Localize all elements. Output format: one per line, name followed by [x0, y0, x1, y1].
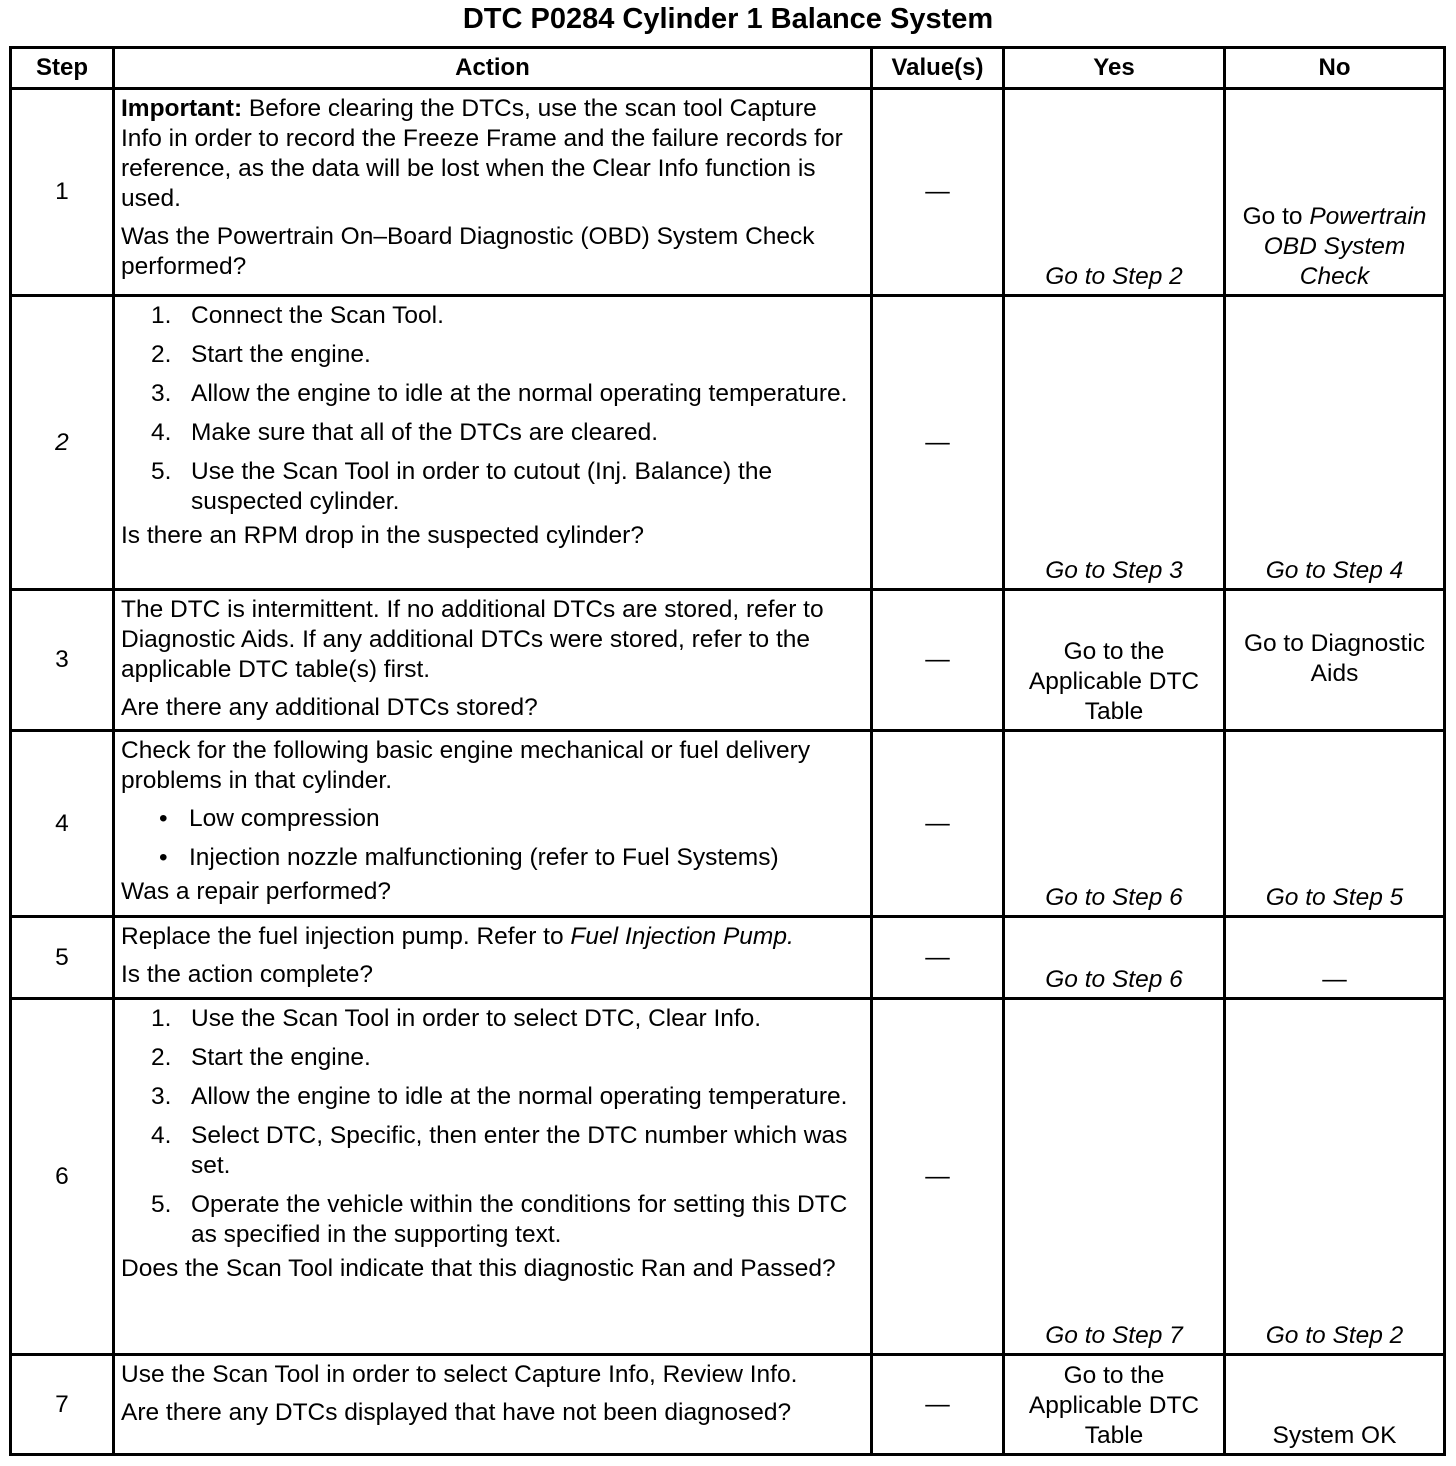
action-question: Are there any additional DTCs stored?	[121, 694, 538, 721]
list-item	[121, 1004, 858, 1034]
table-row	[11, 296, 1445, 590]
action-question: Are there any DTCs displayed that have not been diagnosed?	[121, 1399, 792, 1426]
table-row	[11, 731, 1445, 917]
important-text: Before clearing the DTCs, use the scan tool Capture Info in order to record the Freeze Frame and the failure records for reference, as the data will be lost when the Clear Info function is used.	[121, 95, 843, 212]
action-question: Was the Powertrain On–Board Diagnostic (OBD) System Check performed?	[121, 223, 815, 280]
step-number: 4	[11, 731, 114, 917]
important-label: Important:	[121, 95, 243, 122]
list-item	[121, 804, 858, 834]
list-text: Injection nozzle malfunctioning (refer to Fuel Systems)	[189, 844, 779, 871]
step-number: 7	[11, 1355, 114, 1455]
important-note	[121, 94, 858, 214]
action-text-link: Fuel Injection Pump.	[570, 923, 794, 950]
list-item	[121, 301, 858, 331]
no-cell: System OK	[1225, 1355, 1445, 1455]
list-text: Low compression	[189, 805, 380, 832]
action-text: Use the Scan Tool in order to select Capture Info, Review Info.	[121, 1361, 798, 1388]
list-item	[121, 418, 858, 448]
header-values: Value(s)	[872, 48, 1004, 89]
no-cell: —	[1225, 917, 1445, 999]
action-text-prefix: Replace the fuel injection pump. Refer to	[121, 923, 571, 950]
page-title: DTC P0284 Cylinder 1 Balance System	[462, 3, 994, 35]
list-number: 5.	[151, 1191, 172, 1218]
action-question: Is the action complete?	[121, 961, 373, 988]
table-row	[11, 1355, 1445, 1455]
yes-cell: Go to Step 2	[1004, 89, 1225, 296]
value-cell: —	[872, 917, 1004, 999]
list-text: Allow the engine to idle at the normal operating temperature.	[191, 1083, 848, 1110]
bullet-icon: •	[159, 805, 168, 832]
yes-cell: Go to Step 7	[1004, 999, 1225, 1355]
list-number: 4.	[151, 419, 172, 446]
header-row	[11, 48, 1445, 89]
header-action: Action	[114, 48, 872, 89]
value-cell: —	[872, 1355, 1004, 1455]
value-cell: —	[872, 590, 1004, 731]
action-question: Was a repair performed?	[121, 878, 392, 905]
list-text: Start the engine.	[191, 341, 371, 368]
no-cell: Go to Step 5	[1225, 731, 1445, 917]
table-row	[11, 590, 1445, 731]
table-row	[11, 917, 1445, 999]
yes-cell: Go to the Applicable DTC Table	[1004, 590, 1225, 731]
list-item	[121, 1082, 858, 1112]
header-yes: Yes	[1004, 48, 1225, 89]
value-cell: —	[872, 89, 1004, 296]
list-text: Operate the vehicle within the conditions for setting this DTC as specified in the supporting text.	[191, 1191, 848, 1248]
action-bullets	[121, 804, 858, 873]
list-number: 1.	[151, 1005, 172, 1032]
header-step: Step	[11, 48, 114, 89]
diagnostic-table	[9, 46, 1446, 1456]
list-text: Use the Scan Tool in order to select DTC, Clear Info.	[191, 1005, 762, 1032]
action-steps	[121, 1004, 858, 1250]
list-item	[121, 457, 858, 517]
action-cell	[114, 731, 872, 917]
list-text: Connect the Scan Tool.	[191, 302, 444, 329]
list-item	[121, 1190, 858, 1250]
value-cell: —	[872, 296, 1004, 590]
list-number: 2.	[151, 341, 172, 368]
header-no: No	[1225, 48, 1445, 89]
yes-cell: Go to Step 3	[1004, 296, 1225, 590]
action-steps	[121, 301, 858, 517]
value-cell: —	[872, 731, 1004, 917]
yes-cell: Go to Step 6	[1004, 731, 1225, 917]
list-item	[121, 1043, 858, 1073]
action-cell	[114, 1355, 872, 1455]
list-text: Select DTC, Specific, then enter the DTC number which was set.	[191, 1122, 848, 1179]
list-text: Make sure that all of the DTCs are cleared.	[191, 419, 659, 446]
action-text: The DTC is intermittent. If no additional DTCs are stored, refer to Diagnostic Aids. If any additional DTCs were stored, refer to the applicable DTC table(s) first.	[121, 596, 824, 683]
action-cell	[114, 917, 872, 999]
action-question: Does the Scan Tool indicate that this diagnostic Ran and Passed?	[121, 1255, 836, 1282]
action-cell	[114, 89, 872, 296]
value-cell: —	[872, 999, 1004, 1355]
table-row	[11, 999, 1445, 1355]
step-number: 6	[11, 999, 114, 1355]
step-number: 2	[11, 296, 114, 590]
action-cell	[114, 590, 872, 731]
yes-cell: Go to the Applicable DTC Table	[1004, 1355, 1225, 1455]
no-link: Powertrain OBD System Check	[1263, 203, 1427, 290]
list-number: 3.	[151, 380, 172, 407]
action-question: Is there an RPM drop in the suspected cylinder?	[121, 522, 644, 549]
list-text: Use the Scan Tool in order to cutout (Inj. Balance) the suspected cylinder.	[191, 458, 773, 515]
yes-cell: Go to Step 6	[1004, 917, 1225, 999]
list-item	[121, 843, 858, 873]
bullet-icon: •	[159, 844, 168, 871]
list-text: Allow the engine to idle at the normal operating temperature.	[191, 380, 848, 407]
action-cell	[114, 296, 872, 590]
action-cell	[114, 999, 872, 1355]
list-item	[121, 1121, 858, 1181]
table-row	[11, 89, 1445, 296]
list-text: Start the engine.	[191, 1044, 371, 1071]
list-item	[121, 340, 858, 370]
no-cell: Go to Step 4	[1225, 296, 1445, 590]
action-text: Check for the following basic engine mechanical or fuel delivery problems in that cylinder.	[121, 737, 811, 794]
list-number: 4.	[151, 1122, 172, 1149]
list-number: 2.	[151, 1044, 172, 1071]
action-text	[121, 922, 858, 952]
step-number: 1	[11, 89, 114, 296]
no-prefix: Go to	[1242, 203, 1310, 230]
list-number: 3.	[151, 1083, 172, 1110]
list-item	[121, 379, 858, 409]
step-number: 5	[11, 917, 114, 999]
no-cell	[1225, 89, 1445, 296]
no-cell: Go to Diagnostic Aids	[1225, 590, 1445, 731]
list-number: 5.	[151, 458, 172, 485]
step-number: 3	[11, 590, 114, 731]
no-cell: Go to Step 2	[1225, 999, 1445, 1355]
list-number: 1.	[151, 302, 172, 329]
